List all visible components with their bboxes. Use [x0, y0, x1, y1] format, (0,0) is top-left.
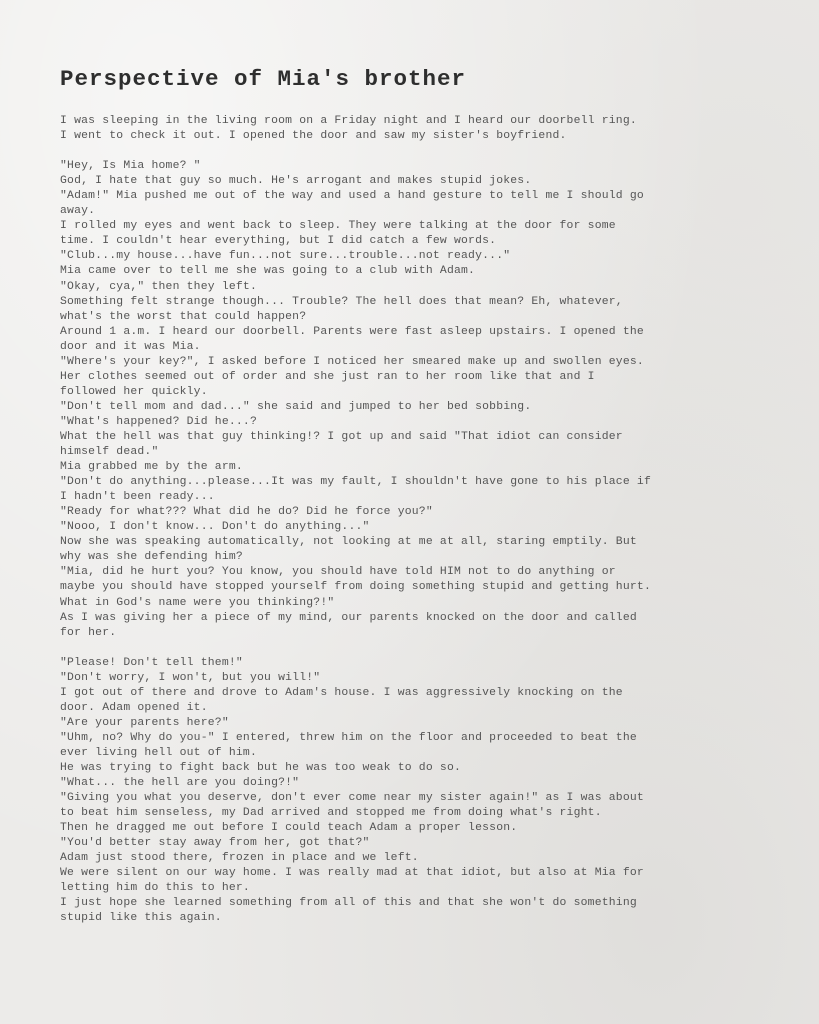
- text-line: Around 1 a.m. I heard our doorbell. Parents were fast asleep upstairs. I opened the: [60, 325, 644, 338]
- text-line: We were silent on our way home. I was really mad at that idiot, but also at Mia for: [60, 867, 644, 880]
- text-line: time. I couldn't hear everything, but I did catch a few words.: [60, 235, 497, 248]
- text-line: "Don't tell mom and dad..." she said and jumped to her bed sobbing.: [60, 400, 532, 413]
- text-line: letting him do this to her.: [60, 882, 250, 895]
- text-line: maybe you should have stopped yourself from doing something stupid and getting hurt.: [60, 581, 651, 594]
- text-line: what's the worst that could happen?: [60, 310, 307, 323]
- text-line: stupid like this again.: [60, 912, 222, 925]
- text-line: I went to check it out. I opened the door and saw my sister's boyfriend.: [60, 130, 567, 143]
- text-line: "Okay, cya," then they left.: [60, 280, 257, 293]
- text-line: "What's happened? Did he...?: [60, 415, 257, 428]
- text-line: to beat him senseless, my Dad arrived and stopped me from doing what's right.: [60, 807, 602, 820]
- text-line: I just hope she learned something from all of this and that she won't do something: [60, 897, 637, 910]
- text-line: "Are your parents here?": [60, 716, 229, 729]
- text-line: "You'd better stay away from her, got that?": [60, 837, 370, 850]
- text-line: for her.: [60, 626, 117, 639]
- text-line: "Mia, did he hurt you? You know, you should have told HIM not to do anything or: [60, 566, 616, 579]
- text-line: God, I hate that guy so much. He's arrogant and makes stupid jokes.: [60, 175, 532, 188]
- text-line: As I was giving her a piece of my mind, our parents knocked on the door and called: [60, 611, 637, 624]
- text-line: "Please! Don't tell them!": [60, 656, 243, 669]
- text-line: followed her quickly.: [60, 385, 208, 398]
- text-line: "Club...my house...have fun...not sure...trouble...not ready...": [60, 250, 511, 263]
- text-line: "Don't worry, I won't, but you will!": [60, 671, 321, 684]
- text-line: door and it was Mia.: [60, 340, 201, 353]
- text-line: himself dead.": [60, 446, 159, 459]
- text-line: Then he dragged me out before I could teach Adam a proper lesson.: [60, 822, 518, 835]
- text-line: door. Adam opened it.: [60, 701, 208, 714]
- text-line: Something felt strange though... Trouble? The hell does that mean? Eh, whatever,: [60, 295, 623, 308]
- text-line: "Uhm, no? Why do you-" I entered, threw him on the floor and proceeded to beat the: [60, 731, 637, 744]
- text-line: Her clothes seemed out of order and she just ran to her room like that and I: [60, 370, 595, 383]
- text-line: Now she was speaking automatically, not looking at me at all, staring emptily. But: [60, 536, 637, 549]
- text-line: why was she defending him?: [60, 551, 243, 564]
- text-line: "Hey, Is Mia home? ": [60, 160, 201, 173]
- document-page: [60, 64, 760, 927]
- text-line: "Where's your key?", I asked before I noticed her smeared make up and swollen eyes.: [60, 355, 644, 368]
- text-line: I hadn't been ready...: [60, 491, 215, 504]
- text-line: "Don't do anything...please...It was my fault, I shouldn't have gone to his place if: [60, 476, 651, 489]
- paragraph-gap: [60, 144, 760, 159]
- story-body: [60, 114, 760, 927]
- text-line: Adam just stood there, frozen in place and we left.: [60, 852, 419, 865]
- text-line: "What... the hell are you doing?!": [60, 777, 300, 790]
- text-line: away.: [60, 205, 96, 218]
- paragraph-gap: [60, 641, 760, 656]
- text-line: What in God's name were you thinking?!": [60, 596, 335, 609]
- text-line: I got out of there and drove to Adam's house. I was aggressively knocking on the: [60, 686, 623, 699]
- text-line: Mia came over to tell me she was going to a club with Adam.: [60, 265, 476, 278]
- text-line: "Nooo, I don't know... Don't do anything...": [60, 521, 370, 534]
- text-line: I rolled my eyes and went back to sleep. They were talking at the door for some: [60, 220, 616, 233]
- text-line: Mia grabbed me by the arm.: [60, 461, 243, 474]
- document-title: Perspective of Mia's brother: [60, 66, 467, 92]
- text-line: "Giving you what you deserve, don't ever come near my sister again!" as I was about: [60, 792, 644, 805]
- text-line: I was sleeping in the living room on a Friday night and I heard our doorbell ring.: [60, 115, 637, 127]
- text-line: "Ready for what??? What did he do? Did he force you?": [60, 506, 433, 519]
- text-line: ever living hell out of him.: [60, 746, 257, 759]
- text-line: "Adam!" Mia pushed me out of the way and used a hand gesture to tell me I should go: [60, 190, 644, 203]
- text-line: He was trying to fight back but he was too weak to do so.: [60, 762, 462, 775]
- text-line: What the hell was that guy thinking!? I got up and said "That idiot can consider: [60, 430, 623, 443]
